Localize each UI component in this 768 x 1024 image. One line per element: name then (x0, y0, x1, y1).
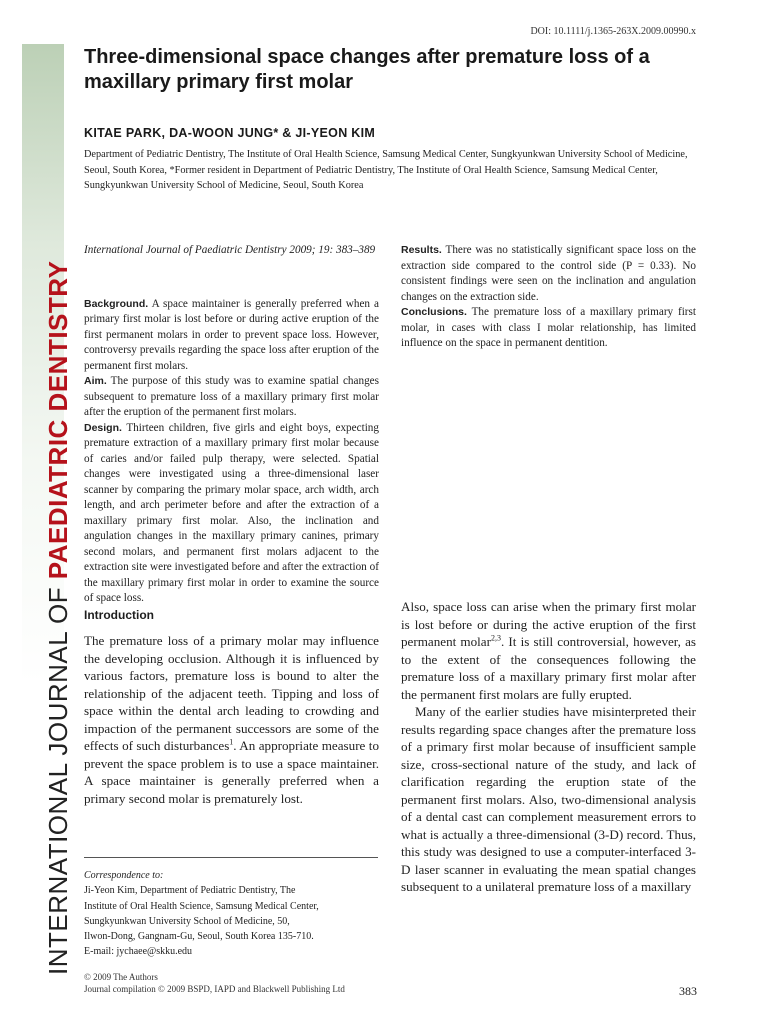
introduction-left-column (84, 632, 379, 807)
aim-text: The purpose of this study was to examine spatial changes subsequent to premature loss of a maxillary primary first molar after the eruption of the permanent first molars. (84, 375, 379, 418)
correspondence-label: Correspondence to: (84, 870, 164, 881)
background-label: Background. (84, 297, 149, 310)
correspondence-line-1: Ji-Yeon Kim, Department of Pediatric Dentistry, The (84, 885, 296, 897)
page-number: 383 (679, 984, 697, 998)
aim-label: Aim. (84, 375, 107, 387)
introduction-heading: Introduction (84, 608, 154, 622)
design-text: Thirteen children, five girls and eight boys, expecting premature extraction of a maxillary primary first molar because of caries and/or failed pulp therapy, were selected. Spatial changes were investigated using a three-dimensional laser scanner by comparing the primary molar space, arch width, arch length, and arch perimeter before and after the extraction of a maxillary primary first molar. Also, the inclination and angulation changes in the maxillary primary canines, primary second molars, and permanent first molars adjacent to the extraction site were investigated before and after the extraction of the maxillary primary first molar in order to examine the source of space loss. (84, 421, 379, 604)
introduction-right-column (401, 598, 696, 896)
abstract-right-column (401, 243, 696, 352)
correspondence-line-2: Institute of Oral Health Science, Samsung Medical Center, (84, 900, 319, 912)
conclusions-label: Conclusions. (401, 306, 467, 318)
intro-p1-continued: Also, space loss can arise when the primary first molar is lost before or during the active eruption of the first permanent molar (401, 599, 696, 649)
intro-p1-text: The premature loss of a primary molar may influence the developing occlusion. Although it is influenced by various factors, premature loss is bound to alter the relationship of the adjacent teeth. Tipping and loss of space within the dental arch leading to crowding and impaction of the permanent successors are some of the effects of such disturbances (84, 633, 379, 753)
reference-1: 1 (229, 737, 234, 747)
article-title: Three-dimensional space changes after premature loss of a maxillary primary first molar (84, 46, 650, 93)
reference-2-3: 2,3 (490, 633, 501, 643)
correspondence-block (84, 868, 379, 960)
results-label: Results. (401, 244, 442, 256)
correspondence-line-4: Ilwon-Dong, Gangnam-Gu, Seoul, South Korea 135-710. (84, 931, 314, 943)
journal-name-part2: PAEDIATRIC DENTISTRY (43, 260, 73, 580)
journal-name-vertical (45, 261, 71, 975)
journal-compilation: Journal compilation © 2009 BSPD, IAPD and Blackwell Publishing Ltd (84, 983, 345, 994)
introduction-paragraph-1 (84, 632, 379, 807)
journal-citation: International Journal of Paediatric Dentistry 2009; 19: 383–389 (84, 244, 376, 256)
footnote-rule (84, 857, 378, 858)
abstract-conclusions (401, 305, 696, 352)
correspondence-email[interactable]: E-mail: jychaee@skku.edu (84, 946, 193, 958)
intro-p1-end: . It is still controversial, however, as to the extent of the consequences following the premature loss of a maxillary primary first molar after the permanent first molars are fully erupted. (401, 634, 696, 702)
affiliation: Department of Pediatric Dentistry, The Institute of Oral Health Science, Samsung Medical Center, Sungkyunkwan University School of Medicine, Seoul, South Korea, *Former resident in Department of Pediatric Dentistry, The Institute of Oral Health Science, Samsung Medical Center, Sungkyunkwan University School of Medicine, Seoul, South Korea (84, 149, 688, 191)
intro-p1-tail: . An appropriate measure to prevent the space problem is to use a space maintainer. A space maintainer is generally preferred when a primary second molar is prematurely lost. (84, 738, 379, 806)
abstract-results (401, 243, 696, 305)
design-label: Design. (84, 421, 122, 434)
abstract-background (84, 297, 379, 375)
correspondence-line-3: Sungkyunkwan University School of Medicine, 50, (84, 915, 290, 927)
doi: DOI: 10.1111/j.1365-263X.2009.00990.x (530, 26, 696, 37)
footer (84, 972, 345, 995)
introduction-paragraph-1-continuation (401, 598, 696, 703)
background-text: A space maintainer is generally preferred when a primary first molar is lost before or during active eruption of the first permanent molars in order to prevent space loss. However, controversy prevails regarding the space loss after eruption of the permanent first molars. (84, 297, 379, 372)
intro-p2-text: Many of the earlier studies have misinterpreted their results regarding space changes after the premature loss of a primary first molar because of insufficient sample size, cross-sectional nature of the study, and lack of clarification regarding the eruption state of the permanent first molars. Also, two-dimensional analysis of a dental cast can complement measurement errors to what is actually a three-dimensional (3-D) record. Thus, this study was designed to use a computer-interfaced 3-D laser scanner in evaluating the mean spatial changes subsequent to a unilateral premature loss of a maxillary (401, 704, 696, 894)
abstract-left-column (84, 243, 379, 607)
copyright: © 2009 The Authors (84, 972, 158, 982)
results-text: There was no statistically significant space loss on the extraction side compared to the control side (P = 0.33). No consistent findings were seen on the inclination and angulation changes on the extraction side. (401, 244, 696, 303)
conclusions-text: The premature loss of a maxillary primary first molar, in cases with class I molar relationship, has limited influence on the space in permanent dentition. (401, 306, 696, 349)
introduction-paragraph-2 (401, 703, 696, 896)
abstract-design (84, 421, 379, 607)
abstract-aim (84, 374, 379, 421)
journal-name-part1: INTERNATIONAL JOURNAL OF (43, 579, 73, 975)
authors: KITAE PARK, DA-WOON JUNG* & JI-YEON KIM (84, 126, 376, 140)
